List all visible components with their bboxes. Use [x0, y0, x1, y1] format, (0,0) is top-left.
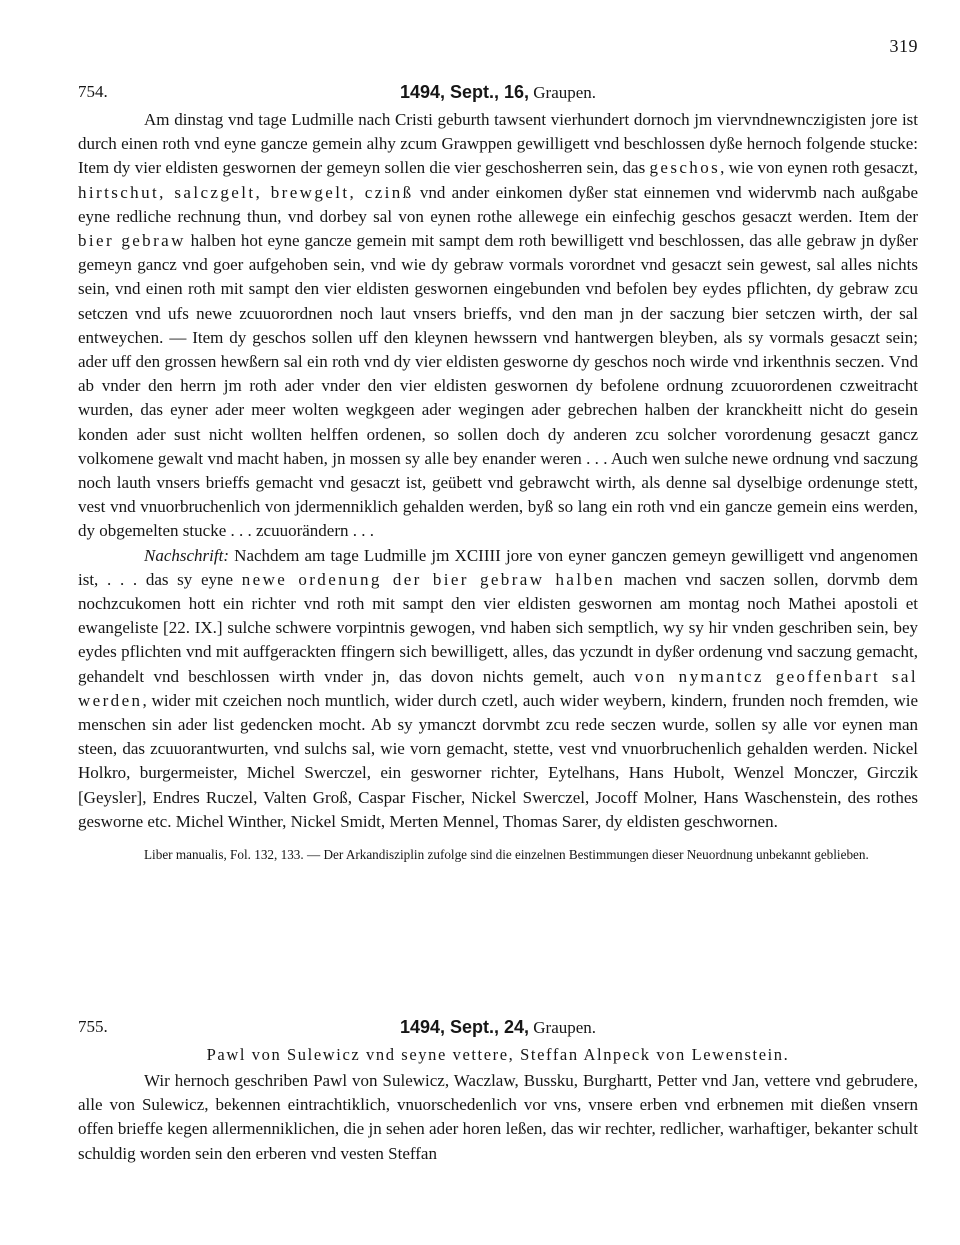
entry-number: 754.	[78, 82, 108, 101]
entry-place: Graupen.	[533, 83, 597, 102]
document-entry	[78, 1017, 918, 1166]
entry-heading	[78, 1017, 918, 1038]
entry-summary: Pawl von Sulewicz vnd seyne vettere, Steffan Alnpeck von Lewenstein.	[206, 1045, 790, 1064]
entry-number: 755.	[78, 1017, 108, 1036]
postscript-label: Nachschrift:	[144, 545, 229, 565]
main-paragraph: Am dinstag vnd tage Ludmille nach Cristi geburth tawsent vierhundert dornoch jm viervndnewnczigisten jore ist durch einen roth vnd eyne gancze gemein alhy zcum Grawppen gewilligett vnd beschlossen dyße hernoch folgende stucke: Item dy vier eldisten geswornen der gemeyn sollen die vier geschosherren sein, das geschos, wie von eynen roth gesaczt, hirtschut, salczgelt, brewgelt, czinß vnd ander einkomen dyßer stat einnemen vnd widervmb nach außgabe eyne redliche rechnung thun, vnd dorbey sal von eynen rothe allewege ein einfechig geschos gesaczt werden. Item der bier gebraw halben hot eyne gancze gemein mit sampt dem roth bewilligett vnd beschlossen, das alle gebraw jn dyßer gemeyn gancz vnd goer aufgehoben sein, vnd wie dy gebraw vormals vorordnet vnd gesaczt sein gewest, sal alles nichts sein, vnd einen roth mit sampt den vier eldisten geswornen eingebunden vnd befolen bey eydes pflichten, dy gebraw zcu setczen vnd ufs newe zcuuorordnen noch laut vnsers brieffs, vnd den man jn der saczung bier setczen wirth, der sal entweychen. — Item dy geschos sollen uff den kleynen hewssern vnd hantwergen bleyben, als sy vormals gesaczt sein; ader uff den grossen hewßern sal ein roth vnd dy vier eldisten gesworne dy geschos noch wirde vnd irkenthnis seczen. Vnd ab vnder den herrn jm roth ader vnder den vier eldisten geswornen dy befolene ordnung zcuuorordenen czweitracht wurden, das eyner ader meer wolten wegkgeen ader wegingen ader gebrechen halben der kranckheitt nicht do gesein konden ader sust nicht wollten helffen ordenen, so sollen doch dy anderen zcu solcher vorordenung gesaczt gancz volkomene gewalt vnd macht haben, jn mossen sy alle bey enander weren . . . Auch wen sulche newe ordnung vnd saczung noch lauth vnsers brieffs gemacht vnd gesaczt ist, geübett vnd gebrawcht wirth, als denne sal dyselbige ordenunge stett, vest vnd vnuorbruchenlich von jdermenniklich gehalden werden, byß so lang ein roth vnd ein gancze gemein eins werden, dy obgemelten stucke . . . zcuuorändern . . .	[78, 110, 919, 541]
entry-place: Graupen.	[533, 1018, 597, 1037]
entry-body	[78, 1069, 918, 1166]
main-paragraph: Wir hernoch geschriben Pawl von Sulewicz, Waczlaw, Bussku, Burghartt, Petter vnd Jan, vettere vnd gebrudere, alle von Sulewicz, bekennen eintrachtiklich, vnuorschedenlich vor vns, vnsere erben vnd erbnemen mit dießen vnsern offen brieffe kegen allermenniklichen, die jn sehen ader horen leßen, das wir rechter, redlicher, warhaftiger, bekanter schult schuldig worden sein den erberen vnd vesten Steffan	[78, 1071, 918, 1163]
source-note: Liber manualis, Fol. 132, 133. — Der Arkandisziplin zufolge sind die einzelnen Bestimmungen dieser Neuordnung unbekannt geblieben.	[144, 847, 869, 863]
page-number: 319	[889, 36, 918, 56]
entry-body	[78, 108, 918, 834]
entry-header	[78, 1017, 918, 1043]
entry-date: 1494, Sept., 16,	[399, 82, 530, 102]
entry-date: 1494, Sept., 24,	[399, 1017, 530, 1037]
entry-header	[78, 82, 918, 108]
document-entry	[78, 82, 918, 864]
entry-heading	[78, 82, 918, 103]
postscript-paragraph: Nachschrift: Nachdem am tage Ludmille jm XCIIII jore von eyner ganczen gemeyn gewilligett vnd angenomen ist, . . . das sy eyne newe ordenung der bier gebraw halben machen vnd saczen sollen, dorvmb dem nochzcukomen hott ein richter vnd roth mit sampt den vier eldisten geswornen am montag noch Mathei apostoli et ewangeliste [22. IX.] sulche schwere vorpintnis gewogen, vnd haben sich semptlich, wy sy hir vnden geschriben sein, bey eydes pflichten vnd mit auffgerackten ffingern sich bewilligett, alles, das yczundt in dyßer ordenung vnd saczung gemacht, gehandelt vnd beschlossen wirth vnder jn, das dovon nichts gemelt, auch von nymantcz geoffenbart sal werden, wider mit czeichen noch muntlich, wider durch czetl, auch wider weybern, kindern, frunden noch fremden, wie menschen sin ader list gedencken mocht. Ab sy ymanczt dorvmbt zcu rede seczen wurde, sollen sy alle vor eynen man steen, das zcuuorantwurten, vnd sulchs sal, wie vorn gemacht, stette, vest vnd vnuorbruchenlich gehalden werden. Nickel Holkro, burgermeister, Michel Swerczel, ein gesworner richter, Eytelhans, Hans Hubolt, Wenzel Monczer, Girczik [Geysler], Endres Ruczel, Valten Groß, Caspar Fischer, Nickel Swerczel, Jocoff Molner, Hans Waschenstein, des rothes gesworne etc. Michel Winther, Nickel Smidt, Merten Mennel, Thomas Sarer, dy eldisten geschwornen.	[78, 545, 919, 831]
